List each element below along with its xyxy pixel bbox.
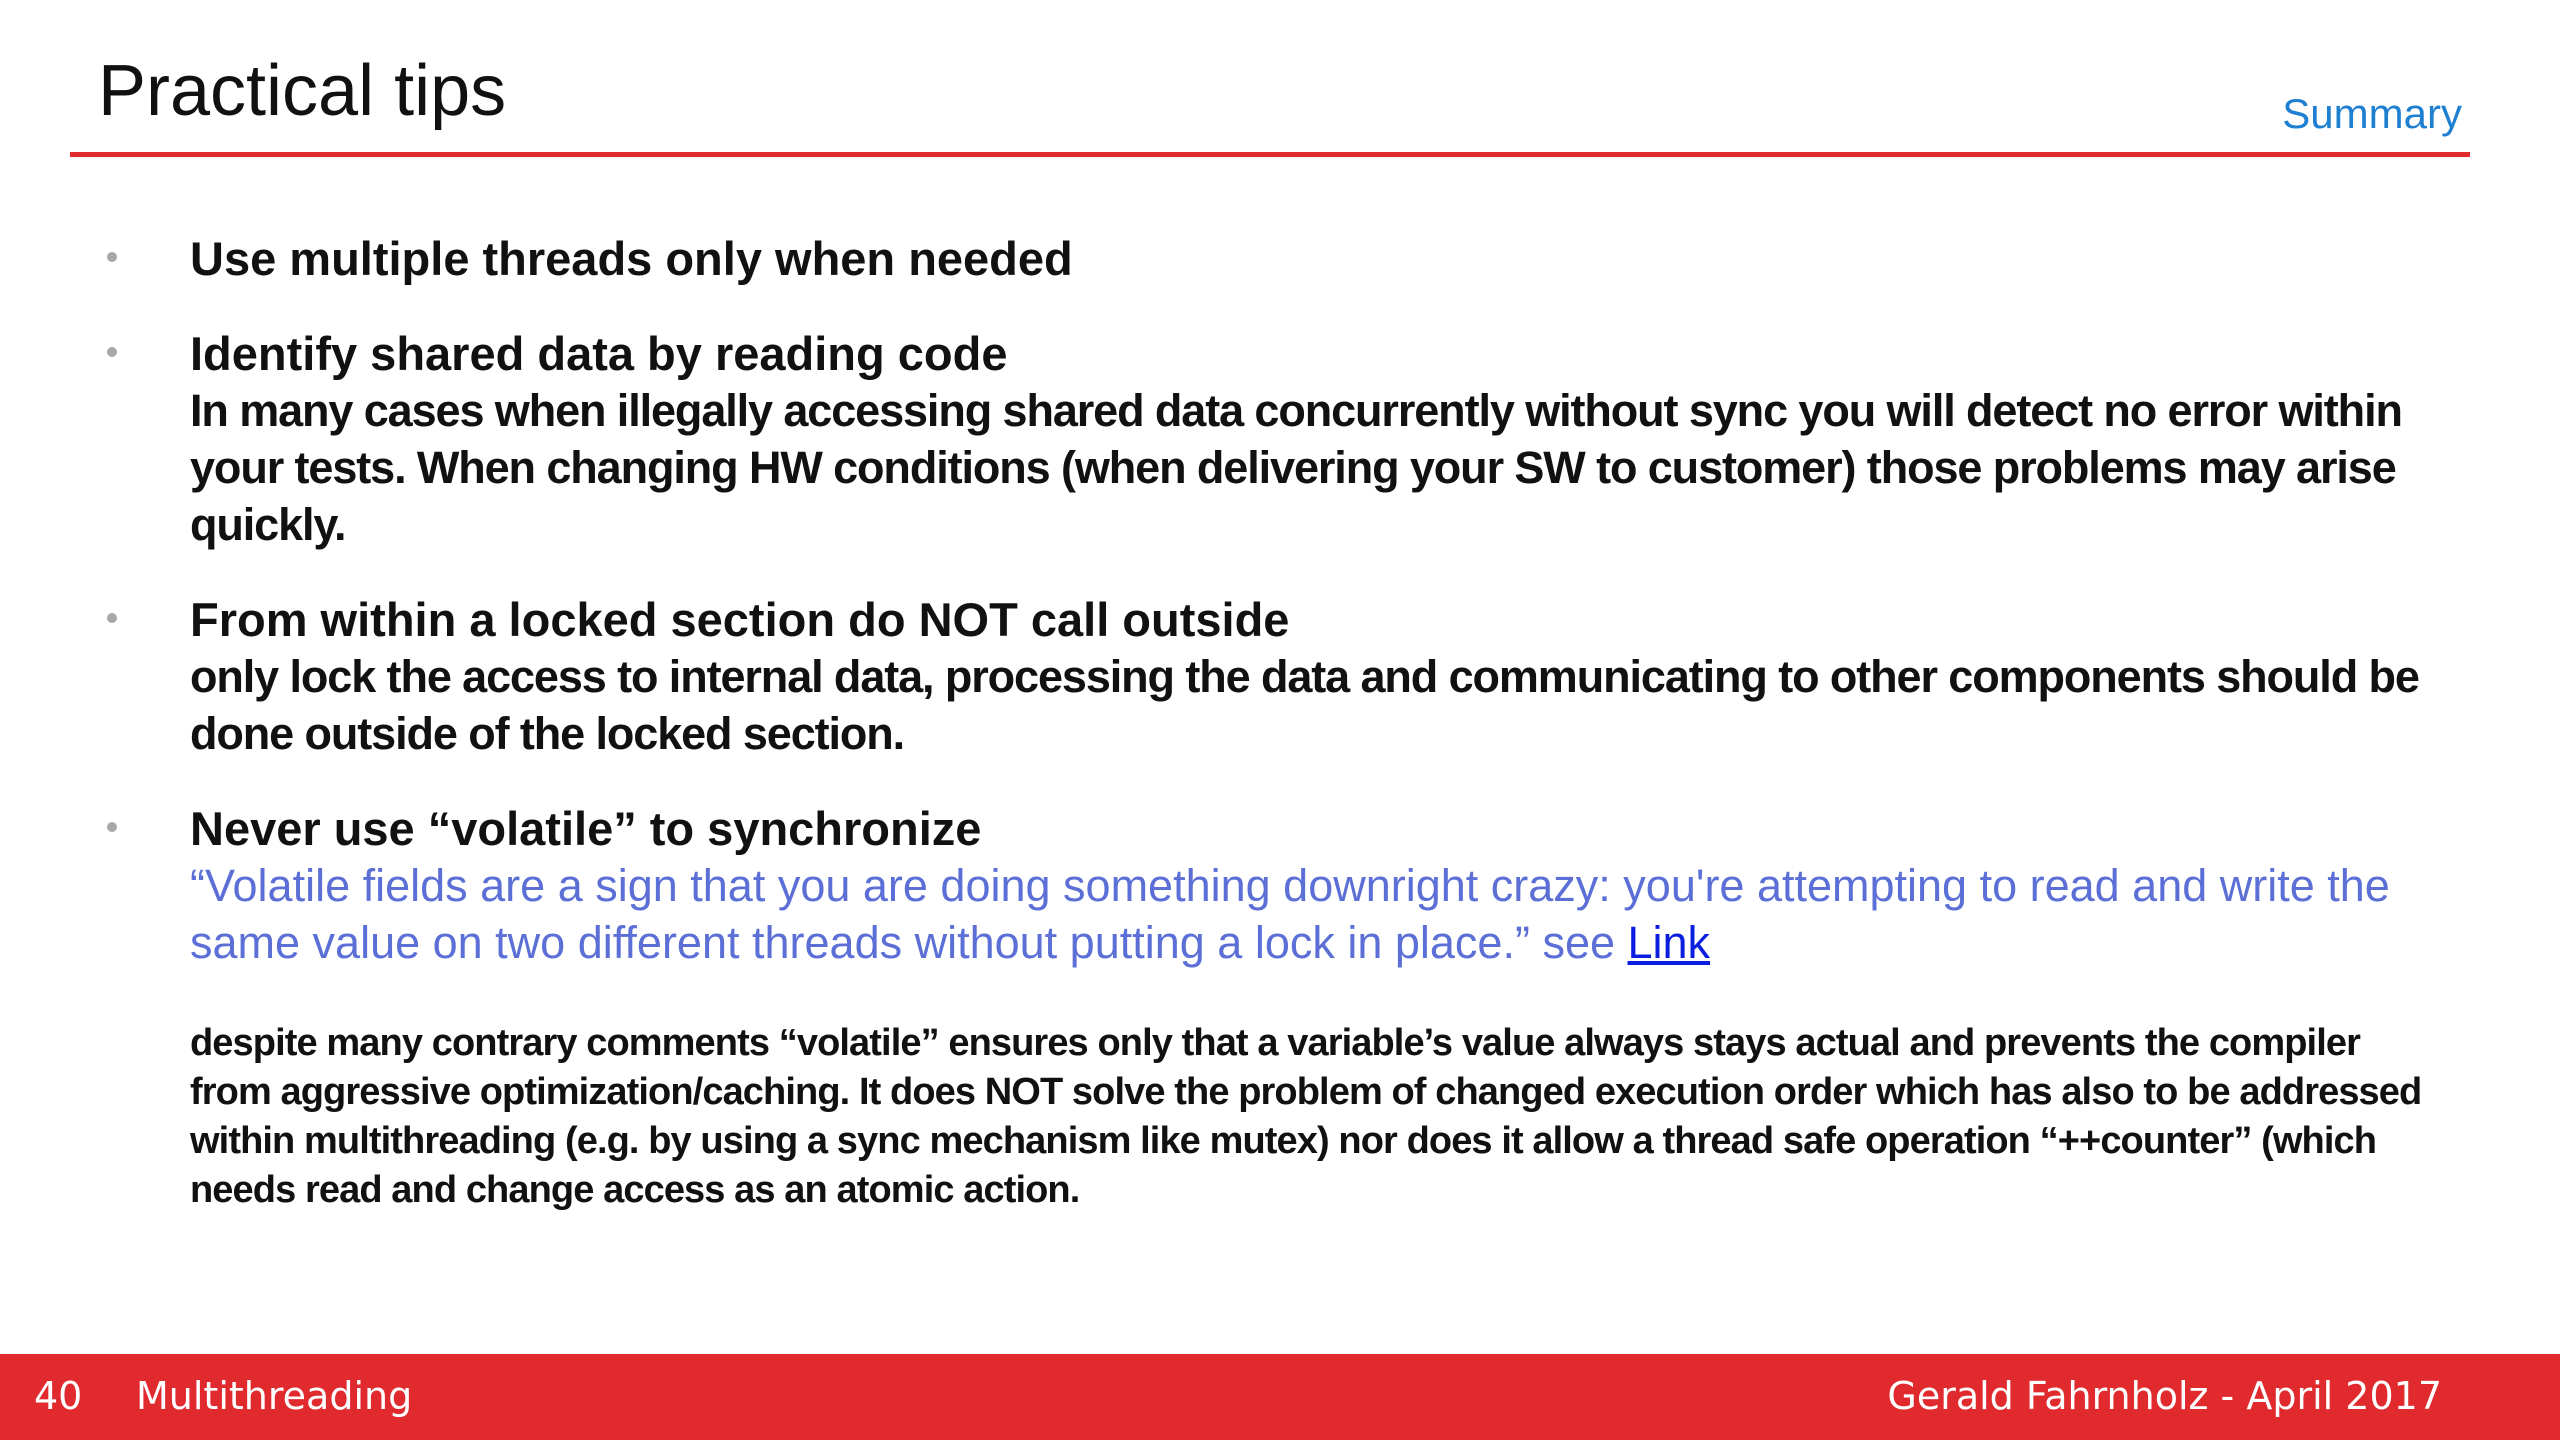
title-divider xyxy=(70,152,2470,157)
bullet-dot-icon xyxy=(107,822,117,832)
bullet-body: only lock the access to internal data, processing the data and communicating to other components should be done outside of the locked section. xyxy=(190,651,2419,759)
bullet-item xyxy=(190,230,2430,287)
bullet-heading: Identify shared data by reading code xyxy=(190,327,1008,380)
bullet-heading: Use multiple threads only when needed xyxy=(190,232,1073,285)
bullet-dot-icon xyxy=(107,252,117,262)
bullet-item xyxy=(190,325,2430,553)
slide-title: Practical tips xyxy=(98,51,507,131)
volatile-quote xyxy=(190,857,2430,971)
bullet-heading: From within a locked section do NOT call outside xyxy=(190,593,1290,646)
quote-link[interactable]: Link xyxy=(1627,917,1711,968)
tips-list xyxy=(190,230,2430,1253)
bullet-item xyxy=(190,591,2430,762)
bullet-body: In many cases when illegally accessing shared data concurrently without sync you will detect no error within your tests. When changing HW conditions (when delivering your SW to customer) those problems may arise quickly. xyxy=(190,385,2402,550)
volatile-note: despite many contrary comments “volatile” ensures only that a variable’s value always stays actual and prevents the compiler from aggressive optimization/caching. It does NOT solve the problem of changed execution order which has also to be addressed within multithreading (e.g. by using a sync mechanism like mutex) nor does it allow a thread safe operation “++counter” (which needs read and change access as an atomic action. xyxy=(190,1022,2422,1211)
bullet-heading: Never use “volatile” to synchronize xyxy=(190,802,982,855)
quote-text: “Volatile fields are a sign that you are doing something downright crazy: you're attempting to read and write the same value on two different threads without putting a lock in place.” see xyxy=(190,860,2390,968)
slide-footer xyxy=(0,1354,2560,1440)
bullet-dot-icon xyxy=(107,613,117,623)
footer-topic: Multithreading xyxy=(136,1374,413,1418)
section-label: Summary xyxy=(2282,90,2462,137)
bullet-item xyxy=(190,800,2430,1215)
bullet-dot-icon xyxy=(107,347,117,357)
footer-author-date: Gerald Fahrnholz - April 2017 xyxy=(1887,1374,2442,1418)
page-number: 40 xyxy=(34,1374,83,1418)
